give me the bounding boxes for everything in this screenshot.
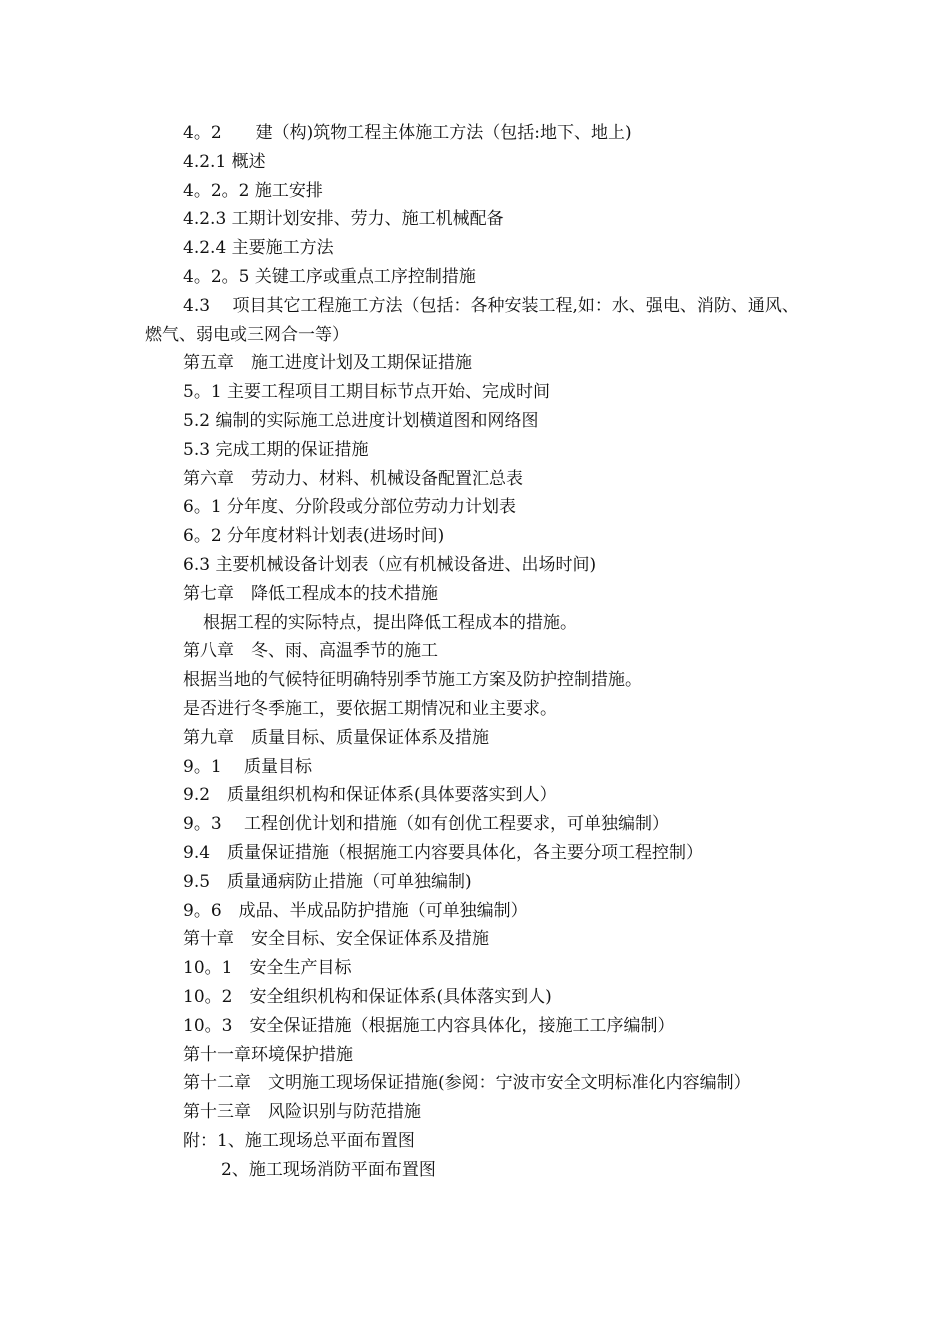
section-6-3: 6.3 主要机械设备计划表（应有机械设备进、出场时间) — [183, 554, 597, 575]
chapter-11-heading: 第十一章环境保护措施 — [183, 1044, 353, 1065]
chapter-5-heading: 第五章 施工进度计划及工期保证措施 — [183, 353, 472, 374]
section-10-1: 10。1 安全生产目标 — [183, 958, 352, 979]
section-9-5: 9.5 质量通病防止措施（可单独编制) — [183, 871, 472, 892]
chapter-8-heading: 第八章 冬、雨、高温季节的施工 — [183, 641, 438, 662]
section-9-4: 9.4 质量保证措施（根据施工内容要具体化，各主要分项工程控制） — [183, 842, 704, 863]
section-5-1: 5。1 主要工程项目工期目标节点开始、完成时间 — [183, 382, 551, 403]
section-6-1: 6。1 分年度、分阶段或分部位劳动力计划表 — [183, 497, 517, 518]
section-4-2-5: 4。2。5 关键工序或重点工序控制措施 — [183, 266, 476, 287]
section-6-2: 6。2 分年度材料计划表(进场时间) — [183, 526, 445, 547]
chapter-8-body-2: 是否进行冬季施工，要依据工期情况和业主要求。 — [183, 698, 557, 719]
chapter-6-heading: 第六章 劳动力、材料、机械设备配置汇总表 — [183, 468, 523, 489]
chapter-7-body: 根据工程的实际特点，提出降低工程成本的措施。 — [203, 612, 577, 633]
document-body — [145, 119, 815, 1184]
section-4-2-3: 4.2.3 工期计划安排、劳力、施工机械配备 — [183, 209, 504, 230]
appendix-item-1: 附：1、施工现场总平面布置图 — [183, 1130, 415, 1151]
chapter-13-heading: 第十三章 风险识别与防范措施 — [183, 1102, 421, 1123]
section-4-2-1: 4.2.1 概述 — [183, 151, 266, 172]
section-4-3-heading: 4.3 项目其它工程施工方法（包括：各种安装工程,如：水、强电、消防、通风、燃气、弱电或三网合一等） — [145, 295, 799, 345]
section-5-3: 5.3 完成工期的保证措施 — [183, 439, 369, 460]
chapter-12-heading: 第十二章 文明施工现场保证措施(参阅：宁波市安全文明标准化内容编制） — [183, 1073, 751, 1094]
chapter-8-body-1: 根据当地的气候特征明确特别季节施工方案及防护控制措施。 — [183, 670, 642, 691]
section-9-3: 9。3 工程创优计划和措施（如有创优工程要求，可单独编制） — [183, 814, 670, 835]
chapter-10-heading: 第十章 安全目标、安全保证体系及措施 — [183, 929, 489, 950]
section-9-2: 9.2 质量组织机构和保证体系(具体要落实到人） — [183, 785, 557, 806]
section-4-2-4: 4.2.4 主要施工方法 — [183, 238, 334, 259]
section-10-2: 10。2 安全组织机构和保证体系(具体落实到人) — [183, 986, 552, 1007]
section-5-2: 5.2 编制的实际施工总进度计划横道图和网络图 — [183, 410, 539, 431]
section-10-3: 10。3 安全保证措施（根据施工内容具体化，接施工工序编制） — [183, 1015, 675, 1036]
section-9-1: 9。1 质量目标 — [183, 756, 313, 777]
chapter-9-heading: 第九章 质量目标、质量保证体系及措施 — [183, 727, 489, 748]
appendix-item-2: 2、施工现场消防平面布置图 — [221, 1159, 436, 1180]
section-9-6: 9。6 成品、半成品防护措施（可单独编制） — [183, 900, 528, 921]
chapter-7-heading: 第七章 降低工程成本的技术措施 — [183, 583, 438, 604]
section-4-2-heading: 4。2 建（构)筑物工程主体施工方法（包括:地下、地上) — [183, 123, 632, 143]
section-4-2-2: 4。2。2 施工安排 — [183, 180, 323, 201]
